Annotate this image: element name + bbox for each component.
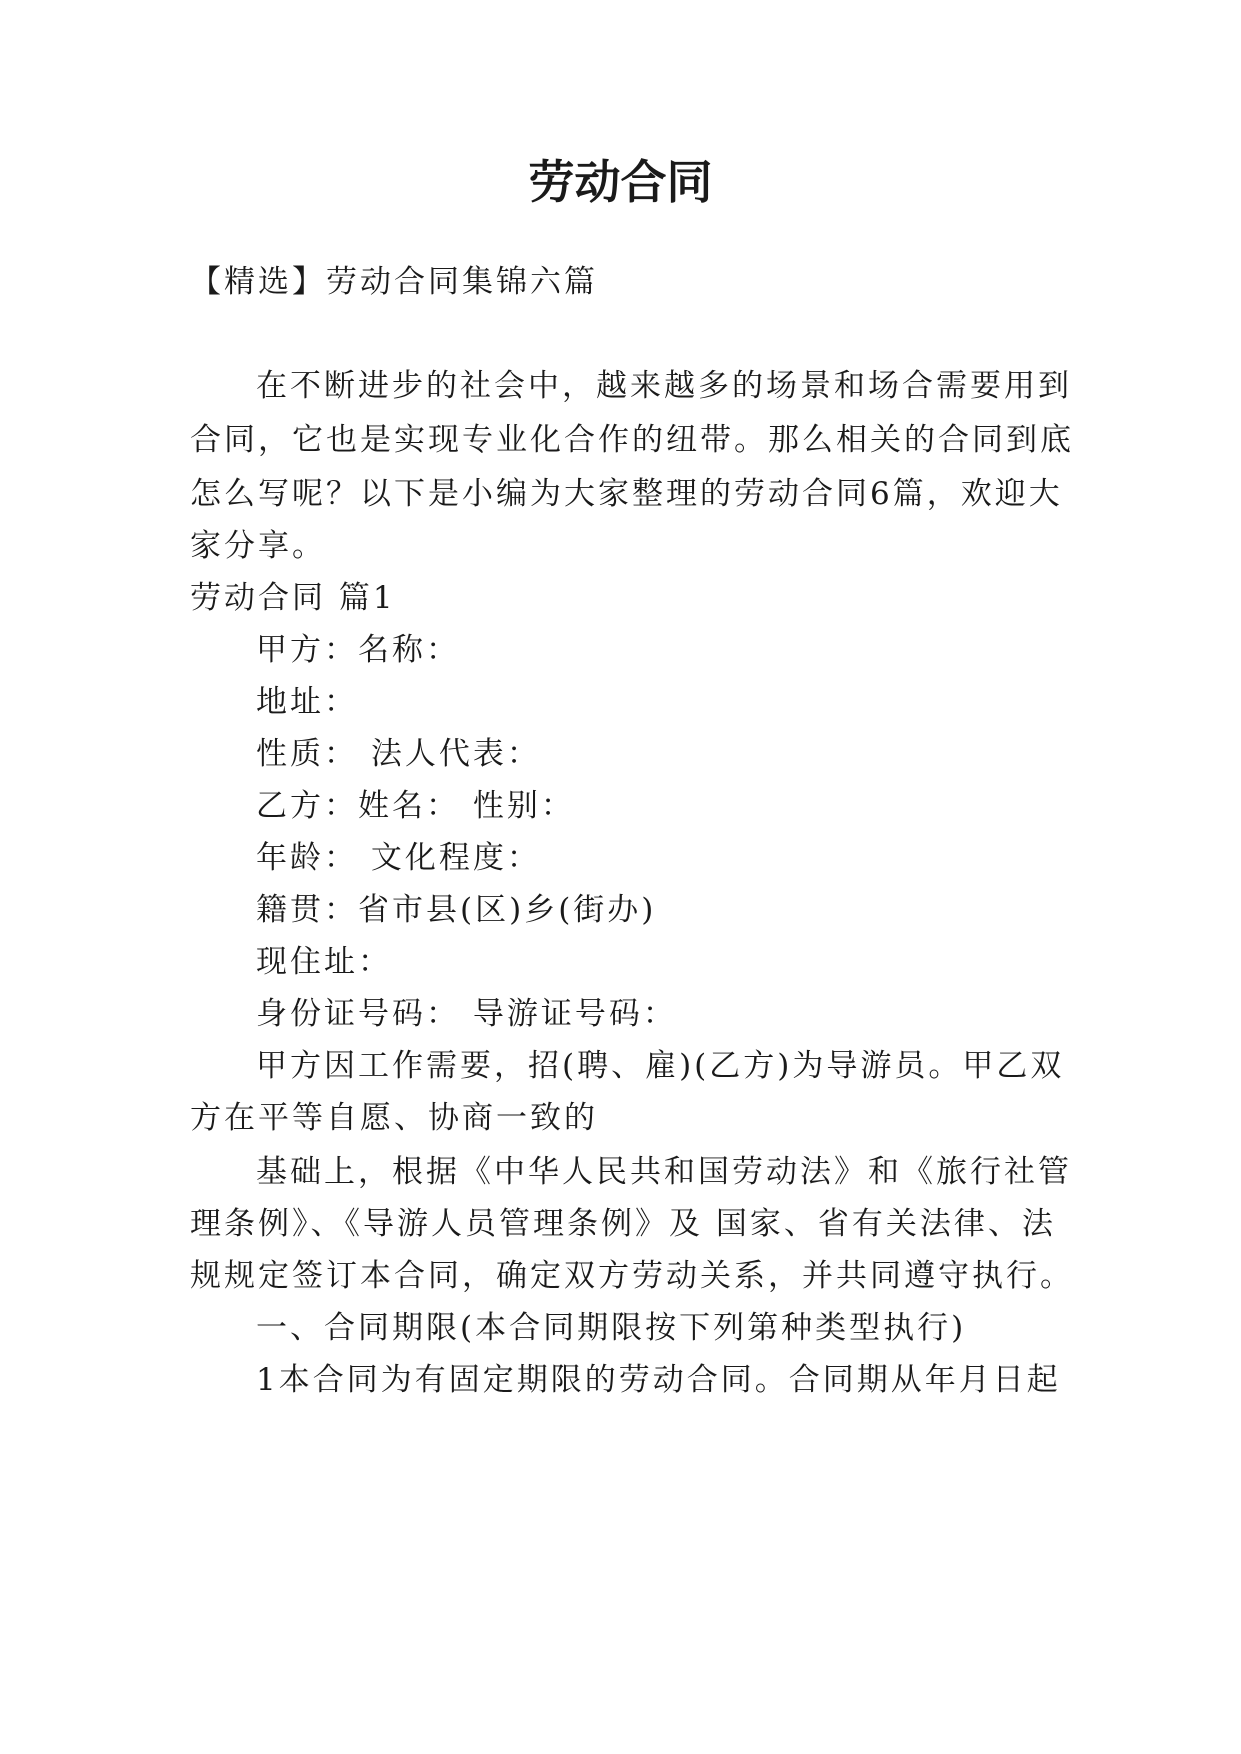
field-line: 甲方：名称： (256, 632, 460, 668)
field-line: 乙方：姓名： 性别： (256, 788, 575, 824)
paragraph-line: 合同，它也是实现专业化合作的纽带。那么相关的合同到底 (190, 422, 1074, 458)
document-title: 劳动合同 (528, 155, 713, 209)
paragraph-line: 家分享。 (190, 528, 326, 564)
paragraph-line: 1本合同为有固定期限的劳动合同。合同期从年月日起 (256, 1362, 1061, 1398)
paragraph-line: 基础上，根据《中华人民共和国劳动法》和《旅行社管 (256, 1154, 1072, 1190)
paragraph-line: 规规定签订本合同，确定双方劳动关系，并共同遵守执行。 (190, 1258, 1074, 1294)
section-heading: 劳动合同 篇1 (190, 580, 396, 616)
paragraph-line: 方在平等自愿、协商一致的 (190, 1100, 598, 1136)
document-subtitle: 【精选】劳动合同集锦六篇 (190, 264, 598, 300)
field-line: 现住址： (256, 944, 392, 980)
field-line: 地址： (256, 684, 358, 720)
clause-heading: 一、合同期限(本合同期限按下列第种类型执行) (256, 1310, 967, 1346)
paragraph-line: 甲方因工作需要，招(聘、雇)(乙方)为导游员。甲乙双 (256, 1048, 1065, 1084)
field-line: 年龄： 文化程度： (256, 840, 541, 876)
paragraph-line: 理条例》、《导游人员管理条例》及 国家、省有关法律、法 (190, 1206, 1056, 1242)
field-line: 籍贯：省市县(区)乡(街办) (256, 892, 657, 928)
field-line: 性质： 法人代表： (256, 736, 541, 772)
paragraph-line: 怎么写呢？以下是小编为大家整理的劳动合同6篇，欢迎大 (190, 476, 1063, 512)
paragraph-line: 在不断进步的社会中，越来越多的场景和场合需要用到 (256, 368, 1072, 404)
field-line: 身份证号码： 导游证号码： (256, 996, 677, 1032)
